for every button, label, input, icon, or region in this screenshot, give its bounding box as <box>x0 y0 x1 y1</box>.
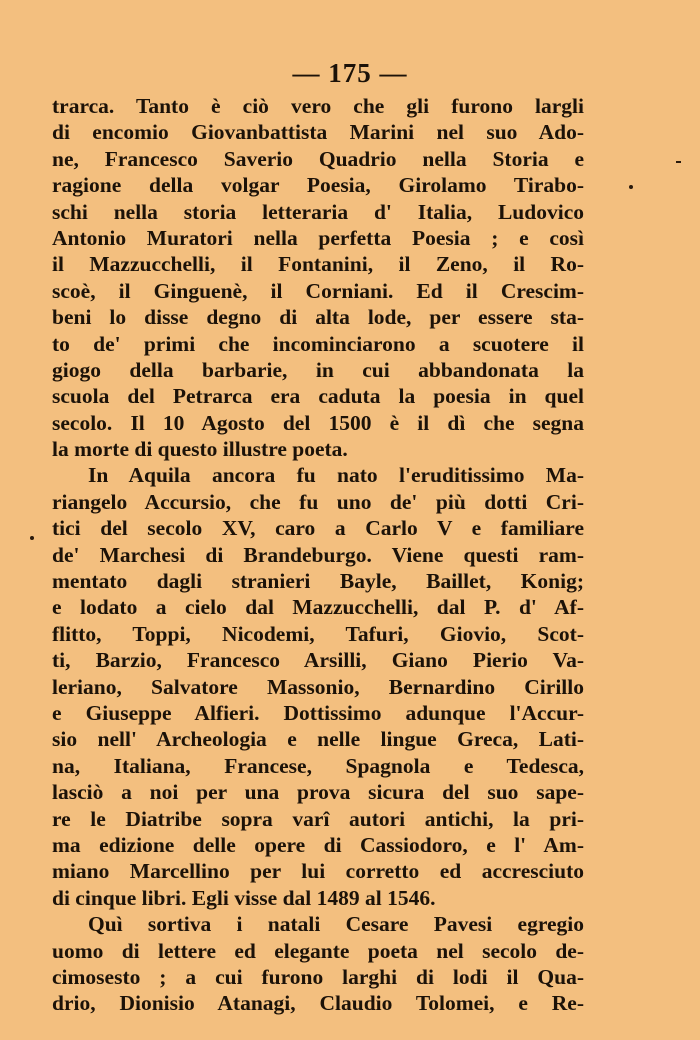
text-line: na, Italiana, Francese, Spagnola e Tedesca, <box>52 753 584 778</box>
text-line: beni lo disse degno di alta lode, per essere sta- <box>52 305 584 330</box>
text-line: e Giuseppe Alfieri. Dottissimo adunque l'Accur- <box>52 700 584 725</box>
text-line: la morte di questo illustre poeta. <box>52 437 348 462</box>
body-text <box>52 93 584 1017</box>
margin-mark <box>676 161 681 163</box>
text-line: flitto, Toppi, Nicodemi, Tafuri, Giovio, Scot- <box>52 621 584 646</box>
text-line: di cinque libri. Egli visse dal 1489 al 1546. <box>52 885 436 910</box>
text-line: Antonio Muratori nella perfetta Poesia ; e così <box>52 225 584 250</box>
text-line: In Aquila ancora fu nato l'eruditissimo Ma- <box>88 463 584 488</box>
text-line: ragione della volgar Poesia, Girolamo Tirabo- <box>52 173 584 198</box>
margin-mark <box>30 536 34 540</box>
text-line: ti, Barzio, Francesco Arsilli, Giano Pierio Va- <box>52 648 584 673</box>
text-line: uomo di lettere ed elegante poeta nel secolo de- <box>52 938 584 963</box>
text-line: Quì sortiva i natali Cesare Pavesi egregio <box>88 912 584 937</box>
text-line: leriano, Salvatore Massonio, Bernardino Cirillo <box>52 674 584 699</box>
text-line: schi nella storia letteraria d' Italia, Ludovico <box>52 199 584 224</box>
text-line: di encomio Giovanbattista Marini nel suo Ado- <box>52 120 584 145</box>
text-line: secolo. Il 10 Agosto del 1500 è il dì che segna <box>52 410 584 435</box>
text-line: ne, Francesco Saverio Quadrio nella Storia e <box>52 146 584 171</box>
text-line: e lodato a cielo dal Mazzucchelli, dal P. d' Af- <box>52 595 584 620</box>
text-line: riangelo Accursio, che fu uno de' più dotti Cri- <box>52 489 584 514</box>
text-line: il Mazzucchelli, il Fontanini, il Zeno, il Ro- <box>52 252 584 277</box>
margin-mark <box>629 185 633 189</box>
text-line: trarca. Tanto è ciò vero che gli furono largli <box>52 94 584 118</box>
text-line: giogo della barbarie, in cui abbandonata la <box>52 357 584 382</box>
page-number: — 175 — <box>292 58 408 88</box>
text-line: sio nell' Archeologia e nelle lingue Greca, Lati- <box>52 727 584 752</box>
text-line: de' Marchesi di Brandeburgo. Viene questi ram- <box>52 542 584 567</box>
text-line: re le Diatribe sopra varî autori antichi, la pri- <box>52 806 584 831</box>
text-line: scuola del Petrarca era caduta la poesia in quel <box>52 384 584 409</box>
text-line: tici del secolo XV, caro a Carlo V e familiare <box>52 516 584 541</box>
text-line: cimosesto ; a cui furono larghi di lodi il Qua- <box>52 964 584 989</box>
text-line: ma edizione delle opere di Cassiodoro, e l' Am- <box>52 832 584 857</box>
text-line: lasciò a noi per una prova sicura del suo sape- <box>52 780 584 805</box>
text-line: mentato dagli stranieri Bayle, Baillet, Konig; <box>52 569 584 594</box>
text-line: scoè, il Ginguenè, il Corniani. Ed il Crescim- <box>52 278 584 303</box>
text-line: drio, Dionisio Atanagi, Claudio Tolomei, e Re- <box>52 991 584 1016</box>
text-line: miano Marcellino per lui corretto ed accresciuto <box>52 859 584 884</box>
text-line: to de' primi che incominciarono a scuotere il <box>52 331 584 356</box>
